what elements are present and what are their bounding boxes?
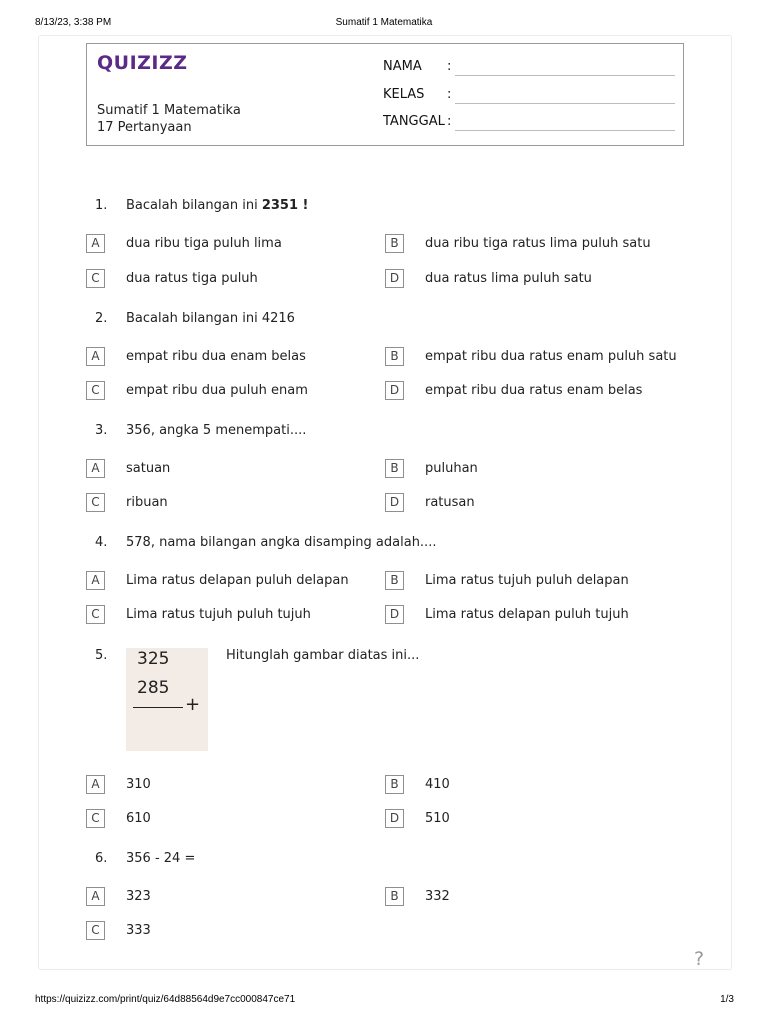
date-line <box>455 130 675 131</box>
option-letter[interactable]: B <box>385 347 404 366</box>
option-letter[interactable]: A <box>86 887 105 906</box>
option-letter[interactable]: C <box>86 493 105 512</box>
class-label: KELAS <box>383 87 425 102</box>
option-text[interactable]: empat ribu dua enam belas <box>126 349 306 364</box>
option-letter[interactable]: B <box>385 887 404 906</box>
question-number: 4. <box>95 535 108 550</box>
name-label: NAMA <box>383 59 422 74</box>
question-text: 356 - 24 = <box>126 851 196 866</box>
name-colon: : <box>447 59 452 74</box>
page-number: 1/3 <box>720 994 734 1005</box>
addend-bottom: 285 <box>137 678 170 698</box>
option-letter[interactable]: D <box>385 381 404 400</box>
option-letter[interactable]: C <box>86 921 105 940</box>
question-text-prefix: Bacalah bilangan ini <box>126 198 262 213</box>
option-text[interactable]: Lima ratus delapan puluh tujuh <box>425 607 629 622</box>
addition-image <box>126 648 208 751</box>
name-field[interactable] <box>383 59 675 77</box>
option-text[interactable]: 510 <box>425 811 450 826</box>
print-header <box>0 17 768 31</box>
question-text <box>126 198 308 213</box>
option-text[interactable]: 310 <box>126 777 151 792</box>
question-number: 1. <box>95 198 108 213</box>
addend-top: 325 <box>137 649 170 669</box>
option-text[interactable]: 410 <box>425 777 450 792</box>
option-text[interactable]: satuan <box>126 461 171 476</box>
option-text[interactable]: dua ratus tiga puluh <box>126 271 258 286</box>
question-count: 17 Pertanyaan <box>97 120 192 135</box>
option-text[interactable]: empat ribu dua ratus enam belas <box>425 383 643 398</box>
option-text[interactable]: dua ribu tiga puluh lima <box>126 236 282 251</box>
question-text: Bacalah bilangan ini 4216 <box>126 311 295 326</box>
option-text[interactable]: 323 <box>126 889 151 904</box>
option-text[interactable]: Lima ratus tujuh puluh delapan <box>425 573 629 588</box>
print-title: Sumatif 1 Matematika <box>335 17 433 28</box>
option-letter[interactable]: C <box>86 809 105 828</box>
option-letter[interactable]: D <box>385 269 404 288</box>
question-text-bold: 2351 ! <box>261 198 309 213</box>
option-text[interactable]: dua ribu tiga ratus lima puluh satu <box>425 236 651 251</box>
option-letter[interactable]: B <box>385 571 404 590</box>
option-letter[interactable]: B <box>385 775 404 794</box>
option-text[interactable]: 333 <box>126 923 151 938</box>
option-letter[interactable]: A <box>86 459 105 478</box>
name-line <box>455 75 675 76</box>
question-text: 356, angka 5 menempati.... <box>126 423 307 438</box>
question-number: 6. <box>95 851 108 866</box>
option-text[interactable]: ribuan <box>126 495 168 510</box>
quizizz-logo: QUIZIZZ <box>97 52 188 74</box>
question-number: 3. <box>95 423 108 438</box>
option-letter[interactable]: C <box>86 605 105 624</box>
print-date: 8/13/23, 3:38 PM <box>35 17 112 28</box>
date-label: TANGGAL <box>383 114 445 129</box>
class-line <box>455 103 675 104</box>
option-letter[interactable]: A <box>86 775 105 794</box>
print-footer <box>0 994 768 1008</box>
question-text: 578, nama bilangan angka disamping adalah.... <box>126 535 437 550</box>
option-text[interactable]: 610 <box>126 811 151 826</box>
option-letter[interactable]: B <box>385 459 404 478</box>
option-text[interactable]: 332 <box>425 889 450 904</box>
class-colon: : <box>447 87 452 102</box>
option-text[interactable]: Lima ratus tujuh puluh tujuh <box>126 607 311 622</box>
date-field[interactable] <box>383 114 675 132</box>
help-icon[interactable]: ? <box>694 948 705 970</box>
option-letter[interactable]: B <box>385 234 404 253</box>
option-text[interactable]: empat ribu dua ratus enam puluh satu <box>425 349 677 364</box>
quiz-title: Sumatif 1 Matematika <box>97 103 241 118</box>
plus-sign: + <box>185 694 201 715</box>
option-letter[interactable]: A <box>86 347 105 366</box>
option-text[interactable]: empat ribu dua puluh enam <box>126 383 308 398</box>
option-letter[interactable]: D <box>385 809 404 828</box>
option-letter[interactable]: A <box>86 234 105 253</box>
question-number: 5. <box>95 648 108 663</box>
sum-line <box>133 707 183 708</box>
option-letter[interactable]: A <box>86 571 105 590</box>
option-letter[interactable]: C <box>86 269 105 288</box>
question-number: 2. <box>95 311 108 326</box>
option-letter[interactable]: C <box>86 381 105 400</box>
option-text[interactable]: dua ratus lima puluh satu <box>425 271 592 286</box>
option-text[interactable]: puluhan <box>425 461 478 476</box>
class-field[interactable] <box>383 87 675 105</box>
print-url: https://quizizz.com/print/quiz/64d88564d9e7cc000847ce71 <box>35 994 296 1005</box>
question-text: Hitunglah gambar diatas ini... <box>226 648 420 663</box>
option-text[interactable]: ratusan <box>425 495 475 510</box>
date-colon: : <box>447 114 452 129</box>
option-letter[interactable]: D <box>385 605 404 624</box>
option-letter[interactable]: D <box>385 493 404 512</box>
option-text[interactable]: Lima ratus delapan puluh delapan <box>126 573 349 588</box>
